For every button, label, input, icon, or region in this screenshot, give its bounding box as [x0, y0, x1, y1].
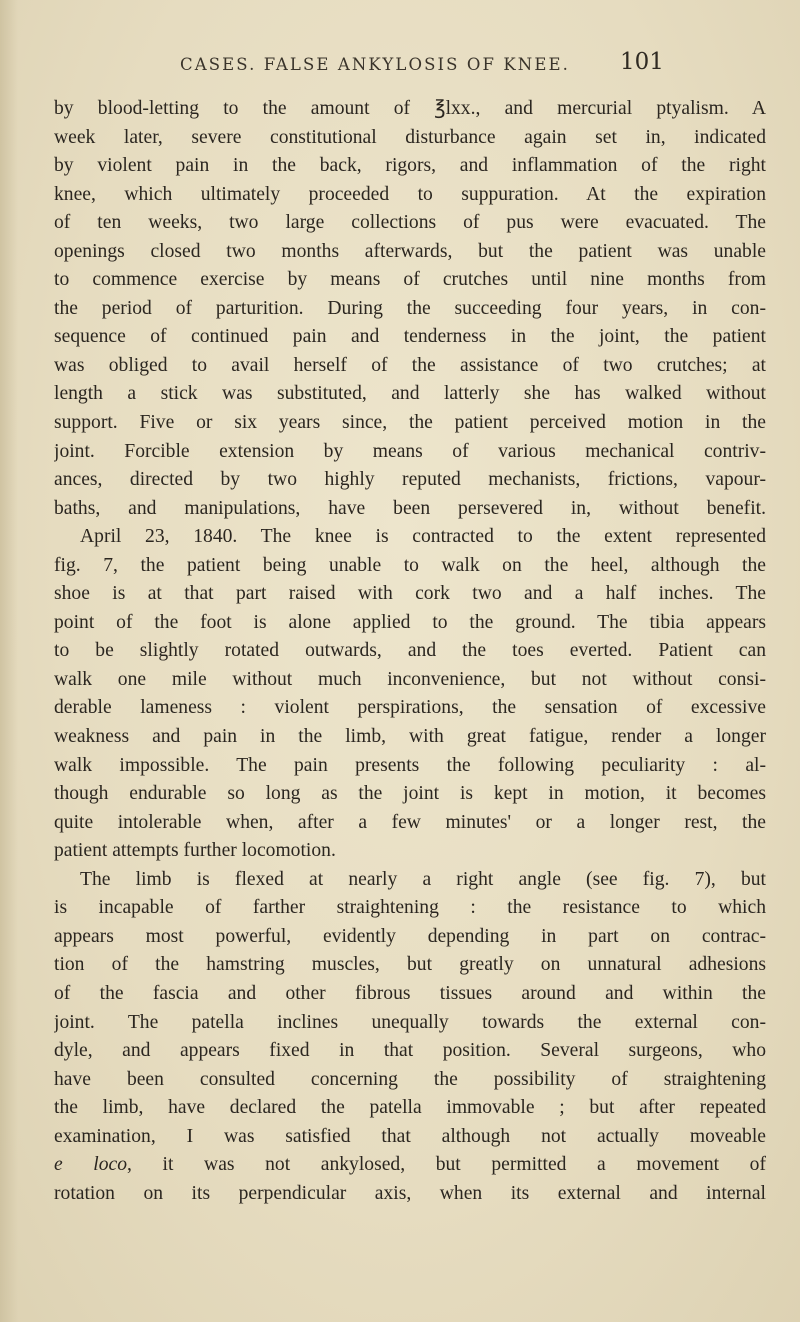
- text-line: patient attempts further locomotion.: [54, 840, 336, 862]
- text-line: to be slightly rotated outwards, and the toes everted. Patient can: [54, 640, 766, 662]
- text-line: the period of parturition. During the succeeding four years, in con-: [54, 297, 766, 319]
- text-line: support. Five or six years since, the patient perceived motion in the: [54, 412, 766, 434]
- text-line: of ten weeks, two large collections of pus were evacuated. The: [54, 212, 766, 234]
- text-line: joint. Forcible extension by means of various mechanical contriv-: [54, 440, 766, 462]
- text-line: e loco, it was not ankylosed, but permitted a movement of: [54, 1154, 766, 1176]
- text-line: The limb is flexed at nearly a right angle (see fig. 7), but: [80, 868, 766, 890]
- text-line: ances, directed by two highly reputed mechanists, frictions, vapour-: [54, 469, 766, 491]
- text-line: the limb, have declared the patella immovable ; but after repeated: [54, 1097, 766, 1119]
- text-line: of the fascia and other fibrous tissues around and within the: [54, 982, 766, 1004]
- text-line: dyle, and appears fixed in that position. Several surgeons, who: [54, 1040, 766, 1062]
- text-line: though endurable so long as the joint is kept in motion, it becomes: [54, 783, 766, 805]
- text-line: knee, which ultimately proceeded to suppuration. At the expiration: [54, 183, 766, 205]
- text-line: openings closed two months afterwards, but the patient was unable: [54, 240, 766, 262]
- text-line: rotation on its perpendicular axis, when its external and internal: [54, 1182, 766, 1204]
- text-line: quite intolerable when, after a few minutes' or a longer rest, the: [54, 811, 766, 833]
- text-line: shoe is at that part raised with cork two and a half inches. The: [54, 583, 766, 605]
- text-line: tion of the hamstring muscles, but greatly on unnatural adhesions: [54, 954, 766, 976]
- text-line: week later, severe constitutional disturbance again set in, indicated: [54, 126, 766, 148]
- text-line: have been consulted concerning the possibility of straightening: [54, 1068, 766, 1090]
- running-head: CASES. FALSE ANKYLOSIS OF KNEE.: [180, 55, 570, 74]
- body-text: [54, 95, 766, 1208]
- text-line: was obliged to avail herself of the assistance of two crutches; at: [54, 354, 766, 376]
- text-line: examination, I was satisfied that although not actually moveable: [54, 1125, 766, 1147]
- text-line: by blood-letting to the amount of ℥lxx., and mercurial ptyalism. A: [54, 98, 766, 119]
- text-line: walk one mile without much inconvenience, but not without consi-: [54, 668, 766, 690]
- page-edge-shadow: [0, 0, 18, 1322]
- text-line: derable lameness : violent perspirations, the sensation of excessive: [54, 697, 766, 719]
- page-number: 101: [620, 49, 664, 75]
- italic-phrase: e loco: [54, 1154, 128, 1176]
- text-line: point of the foot is alone applied to the ground. The tibia appears: [54, 611, 766, 633]
- text-line: walk impossible. The pain presents the following peculiarity : al-: [54, 754, 766, 776]
- text-line: is incapable of farther straightening : the resistance to which: [54, 897, 766, 919]
- text-line: to commence exercise by means of crutches until nine months from: [54, 269, 766, 291]
- text-line: sequence of continued pain and tenderness in the joint, the patient: [54, 326, 766, 348]
- text-line: April 23, 1840. The knee is contracted to the extent represented: [80, 526, 766, 548]
- text-line: baths, and manipulations, have been persevered in, without benefit.: [54, 497, 766, 519]
- page-header: [0, 47, 800, 87]
- text-line: length a stick was substituted, and latterly she has walked without: [54, 383, 766, 405]
- text-line: joint. The patella inclines unequally towards the external con-: [54, 1011, 766, 1033]
- text-line: appears most powerful, evidently depending in part on contrac-: [54, 925, 766, 947]
- text-line: fig. 7, the patient being unable to walk on the heel, although the: [54, 554, 766, 576]
- text-line: weakness and pain in the limb, with great fatigue, render a longer: [54, 726, 766, 748]
- text-line: by violent pain in the back, rigors, and inflammation of the right: [54, 155, 766, 177]
